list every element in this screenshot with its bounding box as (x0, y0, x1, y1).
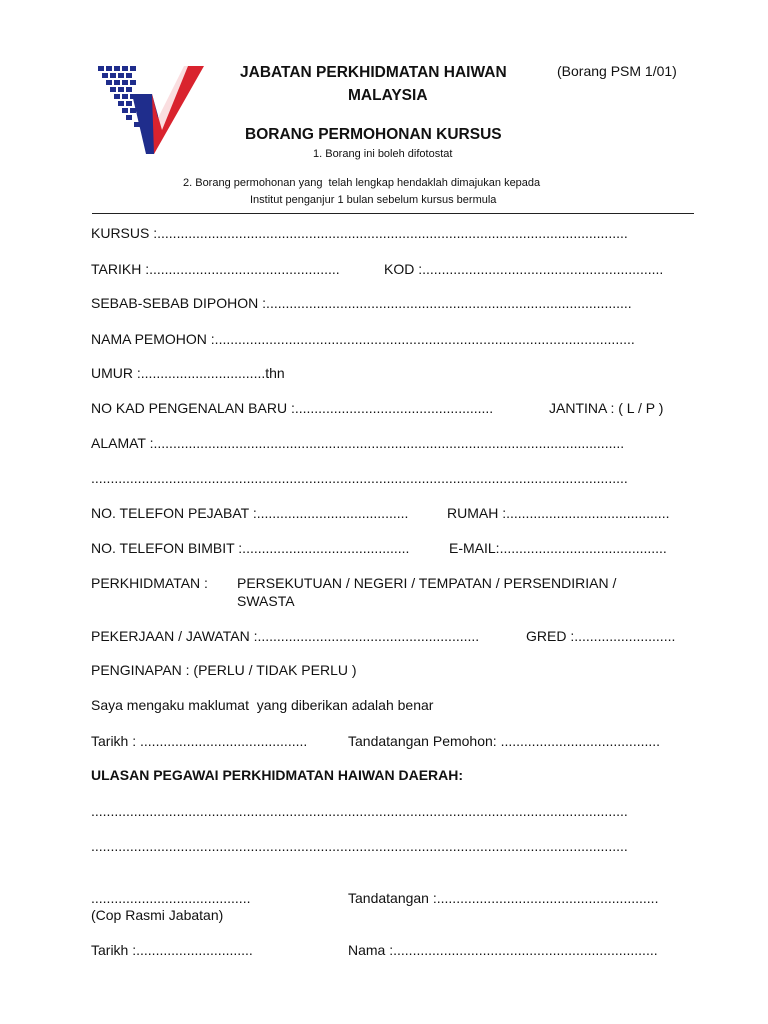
officer-remarks-line1[interactable]: .......................................................................................................................................... (91, 803, 628, 819)
perkhidmatan-options-line2[interactable]: SWASTA (237, 593, 295, 609)
telefon-bimbit-field[interactable]: NO. TELEFON BIMBIT :........................................... (91, 540, 410, 556)
note-submission-line2: Institut penganjur 1 bulan sebelum kursus bermula (250, 194, 497, 206)
note-submission-line1: 2. Borang permohonan yang telah lengkap hendaklah dimajukan kepada (183, 177, 541, 189)
declaration-text: Saya mengaku maklumat yang diberikan adalah benar (91, 697, 434, 713)
form-title: BORANG PERMOHONAN KURSUS (245, 126, 502, 143)
applicant-signature-field[interactable]: Tandatangan Pemohon: ......................................... (348, 733, 661, 749)
officer-signature-field[interactable]: Tandatangan :......................................................... (348, 890, 659, 906)
alamat-field-line1[interactable]: ALAMAT :......................................................................................................................... (91, 435, 625, 451)
telefon-rumah-field[interactable]: RUMAH :.......................................... (447, 505, 670, 521)
officer-remarks-heading: ULASAN PEGAWAI PERKHIDMATAN HAIWAN DAERAH: (91, 767, 464, 783)
perkhidmatan-label: PERKHIDMATAN : (91, 575, 208, 591)
officer-date-field[interactable]: Tarikh :.............................. (91, 942, 253, 958)
nama-pemohon-field[interactable]: NAMA PEMOHON :............................................................................................................ (91, 331, 635, 347)
alamat-field-line2[interactable]: .......................................................................................................................................... (91, 470, 628, 486)
officer-remarks-line2[interactable]: .......................................................................................................................................... (91, 838, 628, 854)
email-field[interactable]: E-MAIL:........................................... (449, 540, 667, 556)
umur-field[interactable]: UMUR :................................thn (91, 365, 285, 381)
penginapan-field[interactable]: PENGINAPAN : (PERLU / TIDAK PERLU ) (91, 662, 357, 678)
department-logo-icon (92, 60, 210, 160)
ic-number-field[interactable]: NO KAD PENGENALAN BARU :................................................... (91, 400, 494, 416)
sebab-dipohon-field[interactable]: SEBAB-SEBAB DIPOHON :.............................................................................................. (91, 295, 632, 311)
note-photocopy: 1. Borang ini boleh difotostat (313, 148, 453, 160)
department-name-line1: JABATAN PERKHIDMATAN HAIWAN (240, 64, 507, 81)
header-divider (92, 213, 694, 214)
form-reference: (Borang PSM 1/01) (557, 63, 677, 79)
telefon-pejabat-field[interactable]: NO. TELEFON PEJABAT :....................................... (91, 505, 409, 521)
perkhidmatan-options-line1[interactable]: PERSEKUTUAN / NEGERI / TEMPATAN / PERSENDIRIAN / (237, 575, 617, 591)
official-stamp-label: (Cop Rasmi Jabatan) (91, 907, 224, 923)
tarikh-field[interactable]: TARIKH :................................................. (91, 261, 340, 277)
jantina-field[interactable]: JANTINA : ( L / P ) (549, 400, 664, 416)
kod-field[interactable]: KOD :.............................................................. (384, 261, 664, 277)
gred-field[interactable]: GRED :.......................... (526, 628, 676, 644)
pekerjaan-jawatan-field[interactable]: PEKERJAAN / JAWATAN :......................................................... (91, 628, 480, 644)
department-name-line2: MALAYSIA (348, 87, 428, 104)
kursus-field[interactable]: KURSUS :......................................................................................................................... (91, 225, 628, 241)
official-stamp-field[interactable]: ......................................... (91, 890, 251, 906)
applicant-date-field[interactable]: Tarikh : ........................................... (91, 733, 308, 749)
officer-name-field[interactable]: Nama :.................................................................... (348, 942, 658, 958)
